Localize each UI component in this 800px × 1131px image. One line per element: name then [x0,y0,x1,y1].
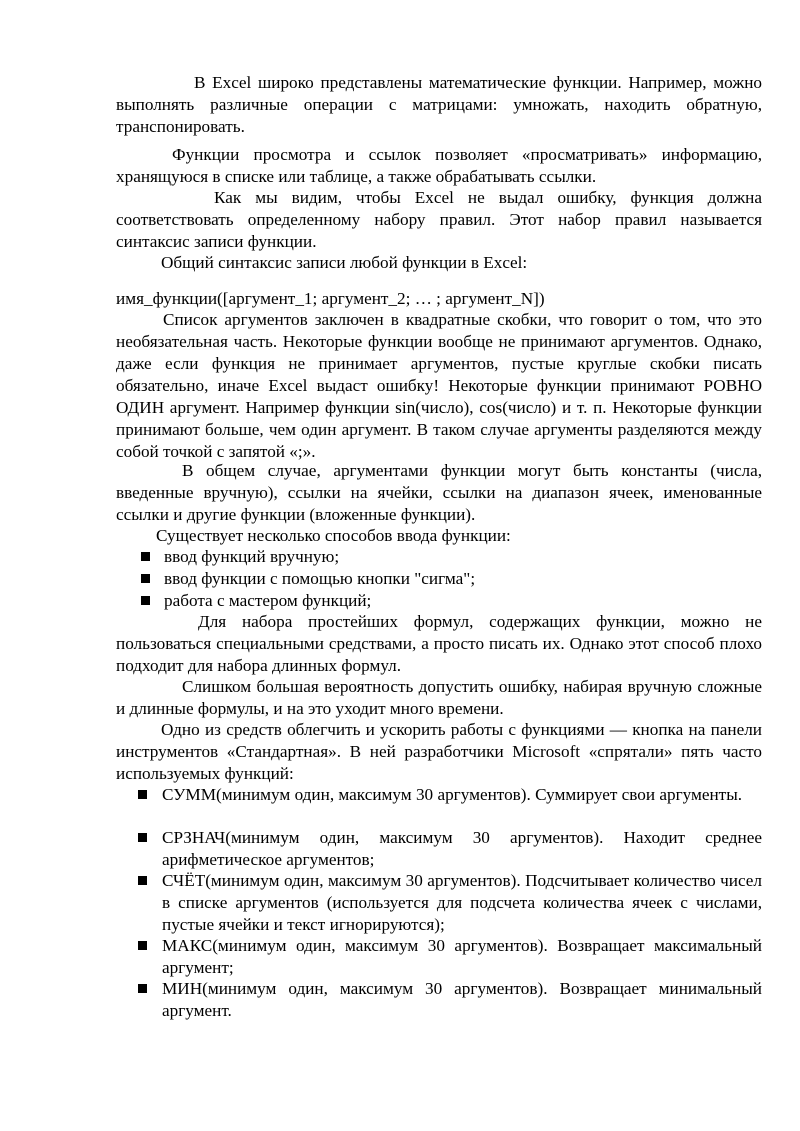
list-bullet [141,574,150,583]
paragraph-sigma-button: Одно из средств облегчить и ускорить работы с функциями — кнопка на панели инструментов «Стандартная». В ней разработчики Microsoft «спрятали» пять часто используемых функций: [116,720,762,783]
list-item: СУММ(минимум один, максимум 30 аргументов). Суммирует свои аргументы. [162,785,743,804]
list-bullet [141,596,150,605]
list-bullet [138,833,147,842]
list-item: ввод функции с помощью кнопки "сигма"; [164,569,476,588]
paragraph-input-methods: Существует несколько способов ввода функции: [156,526,511,545]
list-bullet [141,552,150,561]
list-bullet [138,941,147,950]
paragraph-syntax-intro: Общий синтаксис записи любой функции в Excel: [161,253,528,272]
paragraph-syntax-rules: Как мы видим, чтобы Excel не выдал ошибку, функция должна соответствовать определенному набору правил. Этот набор правил называется синтаксис записи функции. [116,188,762,251]
paragraph-simple-formulas: Для набора простейших формул, содержащих функции, можно не пользоваться специальными средствами, а просто писать их. Однако этот способ плохо подходит для набора длинных формул. [116,612,762,675]
syntax-line: имя_функции([аргумент_1; аргумент_2; … ; аргумент_N]) [116,289,545,308]
paragraph-lookup-functions: Функции просмотра и ссылок позволяет «просматривать» информацию, хранящуюся в списке или таблице, а также обрабатывать ссылки. [116,145,762,186]
list-item: СЧЁТ(минимум один, максимум 30 аргументов). Подсчитывает количество чисел в списке аргументов (используется для подсчета количества ячеек с числами, пустые ячейки и текст игнорируются); [162,871,762,934]
paragraph-error-probability: Слишком большая вероятность допустить ошибку, набирая вручную сложные и длинные формулы, и на это уходит много времени. [116,677,762,718]
paragraph-argument-types: В общем случае, аргументами функции могут быть константы (числа, введенные вручную), ссылки на ячейки, ссылки на диапазон ячеек, именованные ссылки и другие функции (вложенные функции). [116,461,762,524]
list-item: ввод функций вручную; [164,547,340,566]
list-item: МАКС(минимум один, максимум 30 аргументов). Возвращает максимальный аргумент; [162,936,762,977]
list-bullet [138,984,147,993]
list-item: СРЗНАЧ(минимум один, максимум 30 аргументов). Находит среднее арифметическое аргументов; [162,828,762,869]
list-bullet [138,790,147,799]
list-item: работа с мастером функций; [164,591,372,610]
paragraph-arguments: Список аргументов заключен в квадратные скобки, что говорит о том, что это необязательная часть. Некоторые функции вообще не принимают аргументов. Однако, даже если функция не принимает аргументов, пустые круглые скобки писать обязательно, иначе Excel выдаст ошибку! Некоторые функции принимают РОВНО ОДИН аргумент. Например функции sin(число), cos(число) и т. п. Некоторые функции принимают больше, чем один аргумент. В таком случае аргументы разделяются между собой точкой с запятой «;». [116,310,762,461]
list-item: МИН(минимум один, максимум 30 аргументов). Возвращает минимальный аргумент. [162,979,762,1020]
list-bullet [138,876,147,885]
paragraph-math-functions: В Excel широко представлены математические функции. Например, можно выполнять различные операции с матрицами: умножать, находить обратную, транспонировать. [116,73,762,136]
